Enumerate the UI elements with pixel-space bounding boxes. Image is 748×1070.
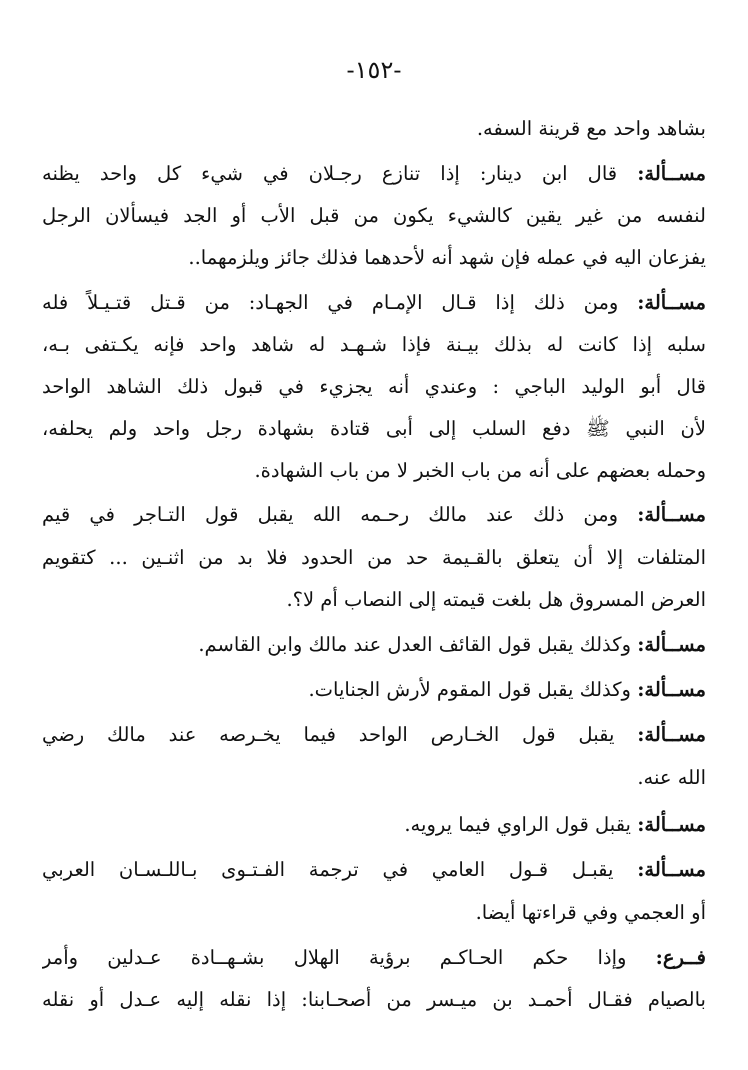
text-line	[254, 454, 706, 488]
text-line	[42, 541, 706, 575]
text-line	[637, 761, 706, 795]
text-line	[42, 983, 706, 1017]
text-line	[42, 286, 706, 320]
line-label: مســألة:	[637, 503, 706, 526]
line-text: لأن النبي ﷺ دفع السلب إلى أبى قتادة بشهادة رجل واحد ولم يحلفه،	[42, 417, 706, 440]
line-text: وحمله بعضهم على أنه من باب الخبر لا من باب الشهادة.	[254, 459, 706, 482]
text-line	[42, 941, 706, 975]
text-line	[42, 328, 706, 362]
line-text: العرض المسروق هل بلغت قيمته إلى النصاب أم لا؟.	[286, 588, 706, 611]
text-line	[42, 853, 706, 887]
line-label: مســألة:	[637, 723, 706, 746]
line-label: مســألة:	[637, 633, 706, 656]
text-line	[42, 370, 706, 404]
line-text: يفزعان اليه في عمله فإن شهد أنه لأحدهما فذلك جائز ويلزمهما..	[188, 246, 706, 269]
line-label: مســألة:	[637, 813, 706, 836]
line-text: سلبه إذا كانت له بذلك بيـنة فإذا شـهـد له شاهد واحد فإنه يكـتفى بـه،	[42, 333, 706, 356]
line-label: مســألة:	[637, 291, 706, 314]
line-text: أو العجمي وفي قراءتها أيضا.	[475, 901, 706, 924]
line-text: يقبل قول الخـارص الواحد فيما يخـرصه عند مالك رضي	[42, 723, 638, 746]
text-line	[198, 628, 706, 662]
line-label: مســألة:	[637, 162, 706, 185]
line-text: بالصيام فقـال أحمـد بن ميـسر من أصحـابنا: إذا نقله إليه عـدل أو نقله	[42, 988, 706, 1011]
line-text: ومن ذلك عند مالك رحـمه الله يقبل قول التـاجر في قيم	[42, 503, 638, 526]
text-line	[286, 583, 706, 617]
line-text: قال ابن دينار: إذا تنازع رجـلان في شيء كل واحد يظنه	[42, 162, 638, 185]
line-label: مســألة:	[637, 678, 706, 701]
line-label: مســألة:	[637, 858, 706, 881]
text-line	[42, 412, 706, 446]
line-text: قال أبو الوليد الباجي : وعندي أنه يجزيء في قبول ذلك الشاهد الواحد	[42, 375, 706, 398]
text-line	[42, 498, 706, 532]
text-line	[308, 673, 706, 707]
line-label: فــرع:	[655, 946, 706, 969]
line-text: يقبـل قـول العامي في ترجمة الفـتـوى بـاللـسـان العربي	[42, 858, 638, 881]
line-text: يقبل قول الراوي فيما يرويه.	[404, 813, 638, 836]
line-text: وكذلك يقبل قول المقوم لأرش الجنايات.	[308, 678, 638, 701]
text-line	[476, 896, 706, 930]
text-line	[42, 199, 706, 233]
text-line	[477, 112, 706, 146]
line-text: وكذلك يقبل قول القائف العدل عند مالك وابن القاسم.	[198, 633, 638, 656]
line-text: المتلفات إلا أن يتعلق بالقـيمة حد من الحدود فلا بد من اثنـين ... كتقويم	[42, 546, 706, 569]
line-text: وإذا حكم الحـاكـم برؤية الهلال بشـهــادة عـدلين وأمر	[42, 946, 656, 969]
line-text: لنفسه من غير يقين كالشيء يكون من قبل الأب أو الجد فيسألان الرجل	[42, 204, 706, 227]
line-text: الله عنه.	[637, 766, 706, 789]
text-line	[404, 808, 706, 842]
text-line	[188, 241, 706, 275]
line-text: بشاهد واحد مع قرينة السفه.	[476, 117, 706, 140]
text-line	[42, 157, 706, 191]
page-number: -١٥٢-	[346, 56, 402, 84]
line-text: ومن ذلك إذا قـال الإمـام في الجهـاد: من قـتل قتـيـلاً فله	[42, 291, 638, 314]
text-line	[42, 718, 706, 752]
